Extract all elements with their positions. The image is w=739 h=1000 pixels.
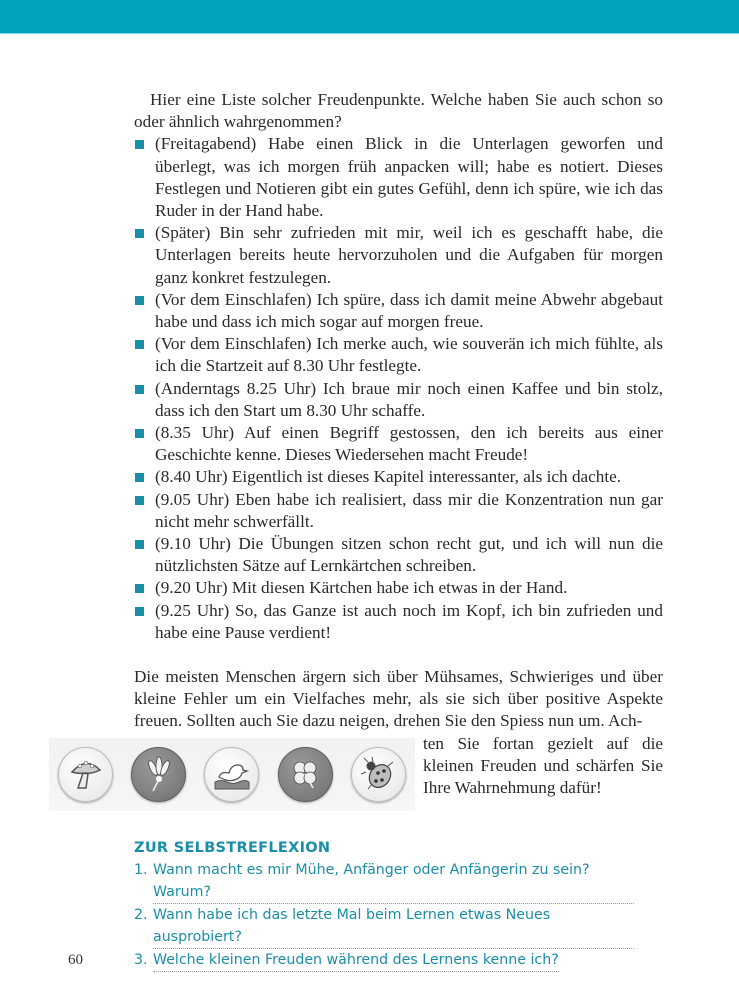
header-band [0, 0, 739, 34]
main-text [134, 89, 663, 822]
closing-paragraph-text: Die meisten Menschen ärgern sich über Mühsames, Schwieriges und über kleine Fehler um ein Vielfaches mehr, als sie sich über positive Aspekte freuen. Sollten auch Sie dazu neigen, drehen Sie den Spiess nun um. Ach- [134, 667, 663, 731]
flower-icon [131, 747, 186, 802]
list-item: (Später) Bin sehr zufrieden mit mir, weil ich es geschafft habe, die Unterlagen bereits heute hervorzuholen und die Aufgaben für morgen ganz konkret festzulegen. [134, 222, 663, 289]
list-item: (8.35 Uhr) Auf einen Begriff gestossen, den ich bereits aus einer Geschichte kenne. Dieses Wiedersehen macht Freude! [134, 422, 663, 466]
question-item: 1. Wann macht es mir Mühe, Anfänger oder Anfängerin zu sein? Warum? [134, 859, 634, 904]
square-bullet-icon [135, 140, 144, 149]
closing-paragraph [134, 666, 663, 822]
square-bullet-icon [135, 607, 144, 616]
square-bullet-icon [135, 229, 144, 238]
square-bullet-icon [135, 584, 144, 593]
square-bullet-icon [135, 429, 144, 438]
selbstreflexion-title: ZUR SELBSTREFLEXION [134, 840, 331, 856]
page-number: 60 [68, 952, 83, 968]
ladybug-icon [351, 747, 406, 802]
question-list [134, 859, 634, 972]
square-bullet-icon [135, 385, 144, 394]
list-item: (Freitagabend) Habe einen Blick in die Unterlagen geworfen und überlegt, was ich morgen früh anpacken will; habe es notiert. Dieses Festlegen und Notieren gibt ein gutes Gefühl, denn ich spüre, wie ich das Ruder in der Hand habe. [134, 133, 663, 222]
list-item: (Anderntags 8.25 Uhr) Ich braue mir noch einen Kaffee und bin stolz, dass ich den Start um 8.30 Uhr schaffe. [134, 378, 663, 422]
question-item: 2. Wann habe ich das letzte Mal beim Lernen etwas Neues ausprobiert? [134, 904, 634, 949]
duck-icon [204, 747, 259, 802]
list-item: (9.20 Uhr) Mit diesen Kärtchen habe ich etwas in der Hand. [134, 577, 663, 599]
selbstreflexion-box [134, 840, 634, 972]
square-bullet-icon [135, 540, 144, 549]
question-item: 3. Welche kleinen Freuden während des Lernens kenne ich? [134, 949, 634, 972]
list-item: (9.10 Uhr) Die Übungen sitzen schon recht gut, und ich will nun die nützlichsten Sätze auf Lernkärtchen schreiben. [134, 533, 663, 577]
intro-paragraph: Hier eine Liste solcher Freudenpunkte. Welche haben Sie auch schon so oder ähnlich wahrgenommen? [134, 90, 663, 132]
freudenpunkte-list [134, 133, 663, 644]
wrapped-text: ten Sie fortan gezielt auf die kleinen Freuden und schärfen Sie Ihre Wahrnehmung dafür! [423, 733, 663, 798]
four-leaf-clover-icon [278, 747, 333, 802]
list-item: (Vor dem Einschlafen) Ich merke auch, wie souverän ich mich fühlte, als ich die Startzeit auf 8.30 Uhr festlegte. [134, 333, 663, 377]
list-item: (8.40 Uhr) Eigentlich ist dieses Kapitel interessanter, als ich dachte. [134, 466, 663, 488]
image-wrap-row [134, 733, 663, 822]
mushroom-icon [58, 747, 113, 802]
list-item: (9.25 Uhr) So, das Ganze ist auch noch im Kopf, ich bin zufrieden und habe eine Pause verdient! [134, 600, 663, 644]
icons-illustration [49, 738, 415, 811]
list-item: (Vor dem Einschlafen) Ich spüre, dass ich damit meine Abwehr abgebaut habe und dass ich mich sogar auf morgen freue. [134, 289, 663, 333]
square-bullet-icon [135, 473, 144, 482]
list-item: (9.05 Uhr) Eben habe ich realisiert, dass mir die Konzentration nun gar nicht mehr schwerfällt. [134, 489, 663, 533]
square-bullet-icon [135, 296, 144, 305]
square-bullet-icon [135, 340, 144, 349]
square-bullet-icon [135, 496, 144, 505]
